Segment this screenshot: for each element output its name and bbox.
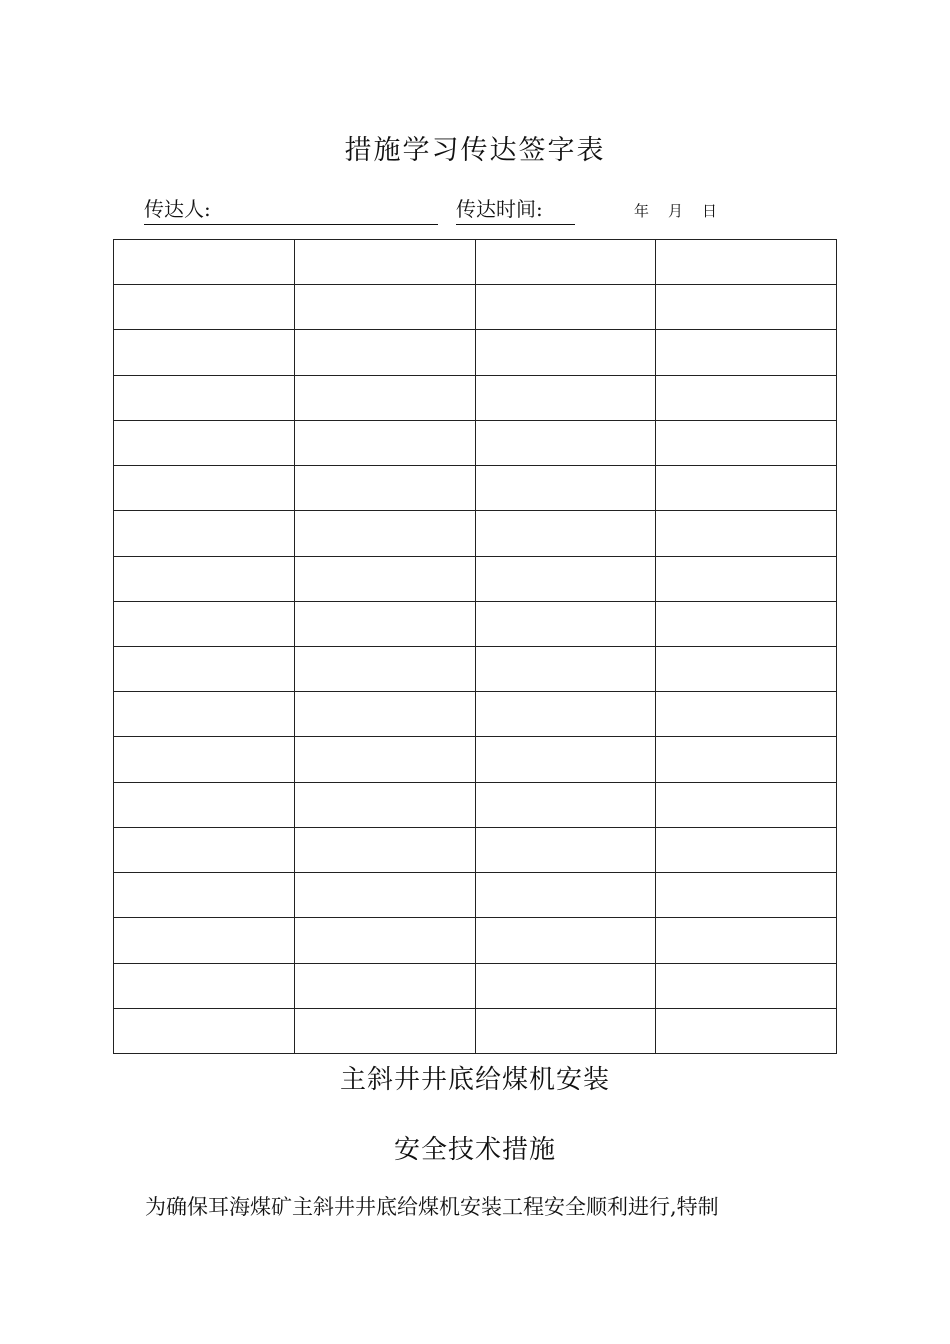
signature-cell[interactable] bbox=[114, 646, 295, 691]
signature-cell[interactable] bbox=[294, 827, 475, 872]
table-row bbox=[114, 285, 837, 330]
table-row bbox=[114, 240, 837, 285]
signature-cell[interactable] bbox=[294, 873, 475, 918]
signature-cell[interactable] bbox=[294, 330, 475, 375]
signature-cell[interactable] bbox=[294, 601, 475, 646]
signature-cell[interactable] bbox=[114, 1008, 295, 1053]
signature-cell[interactable] bbox=[475, 1008, 656, 1053]
signature-cell[interactable] bbox=[656, 918, 837, 963]
conveyance-time-field[interactable] bbox=[456, 194, 575, 225]
signature-cell[interactable] bbox=[294, 918, 475, 963]
signature-cell[interactable] bbox=[114, 375, 295, 420]
signature-cell[interactable] bbox=[475, 330, 656, 375]
table-row bbox=[114, 1008, 837, 1053]
signature-cell[interactable] bbox=[114, 285, 295, 330]
signature-cell[interactable] bbox=[656, 827, 837, 872]
signature-cell[interactable] bbox=[114, 511, 295, 556]
signature-cell[interactable] bbox=[475, 556, 656, 601]
signature-cell[interactable] bbox=[475, 646, 656, 691]
signature-cell[interactable] bbox=[114, 918, 295, 963]
signature-cell[interactable] bbox=[114, 420, 295, 465]
signature-cell[interactable] bbox=[475, 285, 656, 330]
signature-cell[interactable] bbox=[294, 420, 475, 465]
signature-cell[interactable] bbox=[114, 240, 295, 285]
signature-cell[interactable] bbox=[475, 918, 656, 963]
signature-cell[interactable] bbox=[294, 646, 475, 691]
signature-cell[interactable] bbox=[656, 240, 837, 285]
signature-cell[interactable] bbox=[114, 873, 295, 918]
signature-cell[interactable] bbox=[475, 375, 656, 420]
conveyance-time-label: 传达时间: bbox=[456, 197, 543, 221]
signature-cell[interactable] bbox=[475, 963, 656, 1008]
signature-table bbox=[113, 239, 837, 1054]
signature-cell[interactable] bbox=[656, 1008, 837, 1053]
table-row bbox=[114, 601, 837, 646]
table-row bbox=[114, 827, 837, 872]
table-row bbox=[114, 873, 837, 918]
signature-cell[interactable] bbox=[475, 782, 656, 827]
table-row bbox=[114, 330, 837, 375]
signature-cell[interactable] bbox=[656, 963, 837, 1008]
table-row bbox=[114, 737, 837, 782]
signature-cell[interactable] bbox=[656, 692, 837, 737]
signature-cell[interactable] bbox=[114, 692, 295, 737]
section-title-line1: 主斜井井底给煤机安装 bbox=[339, 1065, 610, 1095]
conveyer-field[interactable] bbox=[144, 194, 438, 225]
date-day-label: 日 bbox=[702, 202, 718, 220]
signature-cell[interactable] bbox=[656, 556, 837, 601]
table-row bbox=[114, 646, 837, 691]
signature-cell[interactable] bbox=[114, 330, 295, 375]
signature-cell[interactable] bbox=[114, 963, 295, 1008]
signature-cell[interactable] bbox=[475, 692, 656, 737]
date-month-label: 月 bbox=[668, 202, 684, 220]
signature-cell[interactable] bbox=[475, 420, 656, 465]
signature-cell[interactable] bbox=[294, 511, 475, 556]
signature-cell[interactable] bbox=[475, 240, 656, 285]
table-row bbox=[114, 782, 837, 827]
table-row bbox=[114, 375, 837, 420]
signature-cell[interactable] bbox=[475, 873, 656, 918]
signature-cell[interactable] bbox=[294, 1008, 475, 1053]
signature-cell[interactable] bbox=[294, 285, 475, 330]
section-title-line2: 安全技术措施 bbox=[393, 1135, 556, 1165]
table-row bbox=[114, 918, 837, 963]
signature-cell[interactable] bbox=[114, 466, 295, 511]
table-row bbox=[114, 556, 837, 601]
table-row bbox=[114, 420, 837, 465]
signature-cell[interactable] bbox=[475, 466, 656, 511]
signature-cell[interactable] bbox=[294, 692, 475, 737]
signature-cell[interactable] bbox=[656, 511, 837, 556]
table-row bbox=[114, 466, 837, 511]
signature-cell[interactable] bbox=[294, 466, 475, 511]
signature-cell[interactable] bbox=[656, 375, 837, 420]
signature-cell[interactable] bbox=[114, 601, 295, 646]
signature-cell[interactable] bbox=[114, 827, 295, 872]
signature-cell[interactable] bbox=[656, 873, 837, 918]
intro-paragraph: 为确保耳海煤矿主斜井井底给煤机安装工程安全顺利进行,特制 bbox=[145, 1195, 719, 1219]
signature-cell[interactable] bbox=[475, 737, 656, 782]
table-row bbox=[114, 511, 837, 556]
signature-cell[interactable] bbox=[114, 782, 295, 827]
signature-cell[interactable] bbox=[294, 240, 475, 285]
conveyer-label: 传达人: bbox=[144, 197, 211, 221]
signature-cell[interactable] bbox=[475, 601, 656, 646]
signature-cell[interactable] bbox=[656, 782, 837, 827]
signature-cell[interactable] bbox=[114, 737, 295, 782]
signature-cell[interactable] bbox=[294, 556, 475, 601]
signature-cell[interactable] bbox=[294, 782, 475, 827]
signature-cell[interactable] bbox=[656, 737, 837, 782]
signature-cell[interactable] bbox=[475, 827, 656, 872]
signature-cell[interactable] bbox=[294, 963, 475, 1008]
signature-cell[interactable] bbox=[656, 646, 837, 691]
signature-cell[interactable] bbox=[294, 737, 475, 782]
signature-cell[interactable] bbox=[475, 511, 656, 556]
signature-cell[interactable] bbox=[114, 556, 295, 601]
signature-cell[interactable] bbox=[294, 375, 475, 420]
signature-cell[interactable] bbox=[656, 330, 837, 375]
signature-cell[interactable] bbox=[656, 466, 837, 511]
table-row bbox=[114, 963, 837, 1008]
table-row bbox=[114, 692, 837, 737]
signature-cell[interactable] bbox=[656, 285, 837, 330]
document-title: 措施学习传达签字表 bbox=[344, 135, 606, 166]
date-year-label: 年 bbox=[634, 202, 650, 220]
signature-cell[interactable] bbox=[656, 420, 837, 465]
signature-cell[interactable] bbox=[656, 601, 837, 646]
